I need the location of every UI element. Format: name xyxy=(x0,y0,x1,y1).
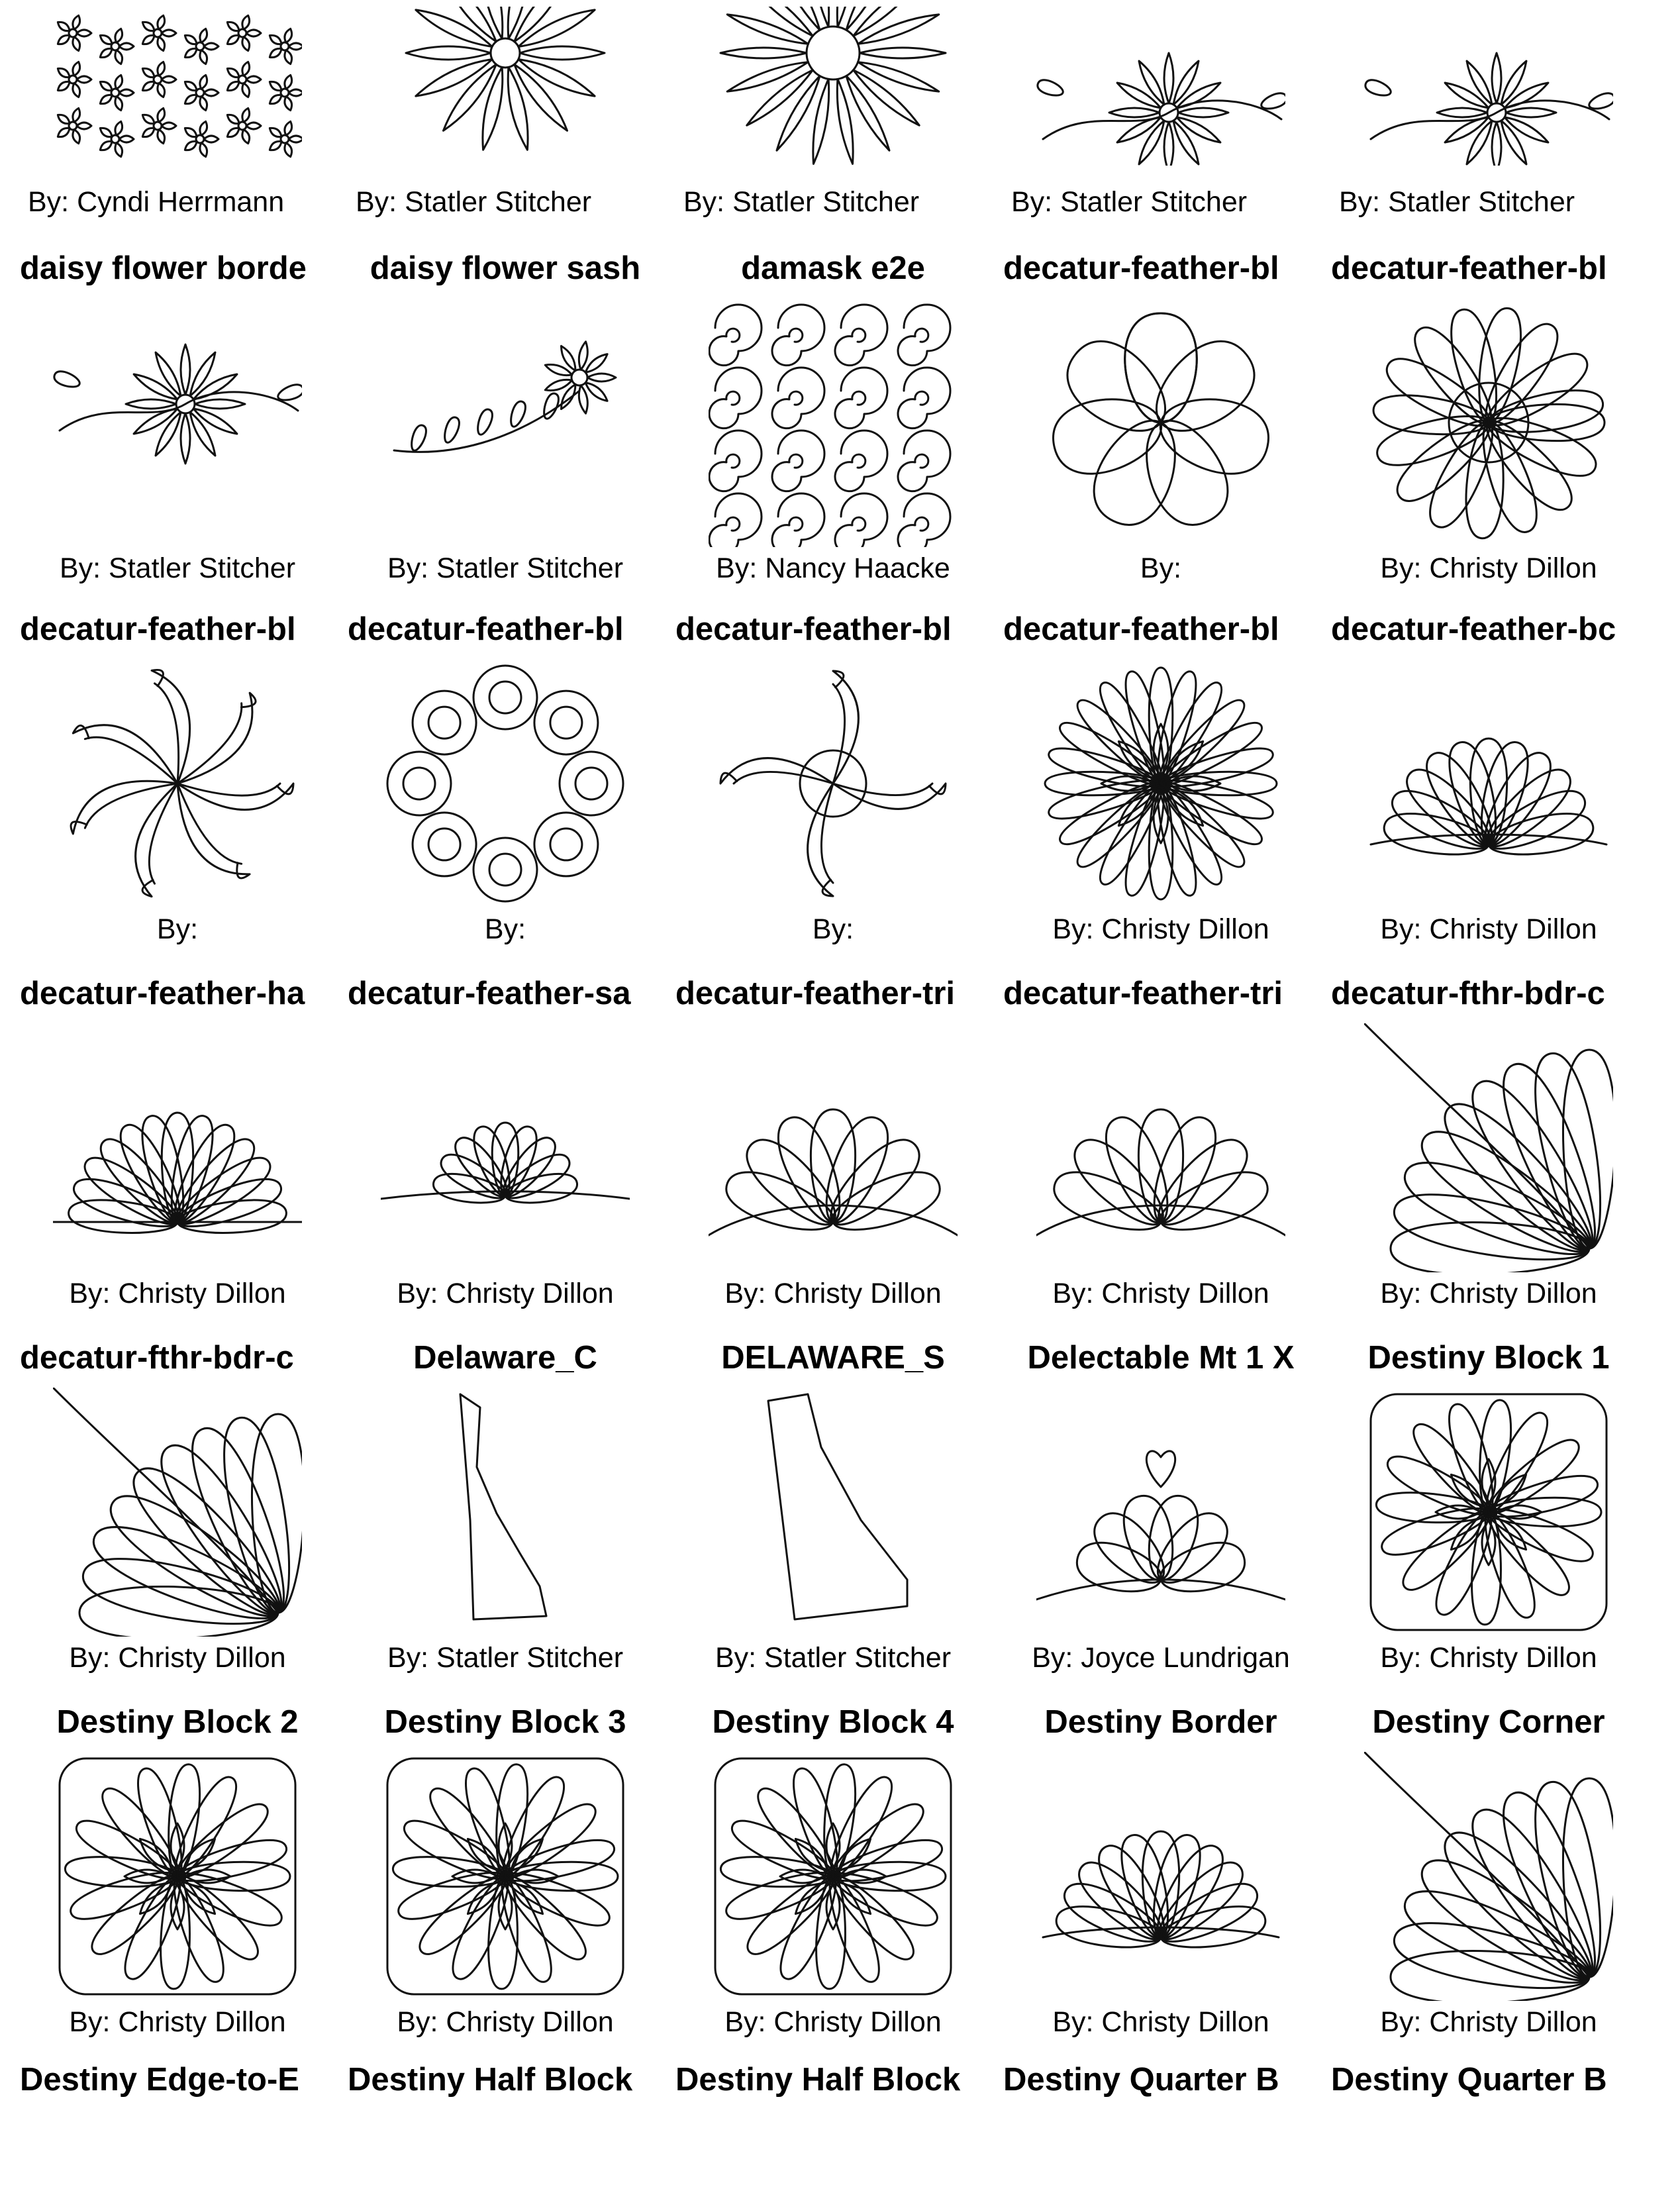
pattern-author: By: Christy Dillon xyxy=(69,2006,286,2038)
delaware-simple-icon[interactable] xyxy=(709,1388,958,1637)
pattern-title[interactable]: decatur-feather-bl xyxy=(1331,250,1607,286)
destiny-block-icon[interactable] xyxy=(1364,1388,1613,1637)
pattern-author: By: Statler Stitcher xyxy=(387,1642,624,1674)
pattern-author: By: Christy Dillon xyxy=(1380,1278,1597,1309)
pattern-card[interactable] xyxy=(1331,1335,1646,1686)
pattern-author: By: Christy Dillon xyxy=(724,2006,942,2038)
pattern-title[interactable]: decatur-feather-ha xyxy=(20,976,305,1011)
pattern-author: By: Christy Dillon xyxy=(1380,552,1597,584)
feather-corner-icon[interactable] xyxy=(1364,1752,1613,2001)
pattern-author: By: Joyce Lundrigan xyxy=(1032,1642,1290,1674)
pattern-card[interactable] xyxy=(348,2057,663,2182)
pattern-title[interactable]: decatur-feather-bc xyxy=(1331,611,1616,647)
floral-allover-icon xyxy=(53,7,302,166)
pattern-author: By: Christy Dillon xyxy=(1052,2006,1269,2038)
pattern-author: By: Christy Dillon xyxy=(397,1278,614,1309)
pattern-title[interactable]: Destiny Quarter B xyxy=(1331,2062,1607,2098)
pattern-author: By: Christy Dillon xyxy=(397,2006,614,2038)
pattern-card[interactable] xyxy=(1331,606,1646,957)
pattern-author: By: Christy Dillon xyxy=(1052,1278,1269,1309)
pattern-title[interactable]: decatur-fthr-bdr-c xyxy=(20,1340,294,1376)
leaf-vine-daisy-icon[interactable] xyxy=(381,298,630,547)
pattern-card[interactable] xyxy=(348,245,663,596)
feather-border-icon[interactable] xyxy=(1364,2109,1613,2182)
pattern-card[interactable] xyxy=(20,2057,335,2182)
pattern-card[interactable] xyxy=(1003,970,1318,1321)
daisy-vine-icon xyxy=(1364,7,1613,166)
pattern-author: By: xyxy=(812,913,854,945)
pattern-catalog-grid xyxy=(20,0,1662,2185)
pattern-card[interactable] xyxy=(20,606,335,957)
feather-border-icon[interactable] xyxy=(1036,1752,1285,2001)
curl-knot-icon[interactable] xyxy=(709,659,958,908)
pattern-author: By: Christy Dillon xyxy=(724,1278,942,1309)
pattern-author: By: xyxy=(1140,552,1182,584)
pattern-author: By: Nancy Haacke xyxy=(716,552,950,584)
pattern-card[interactable] xyxy=(1331,245,1646,596)
pattern-title[interactable]: Destiny Corner xyxy=(1372,1704,1605,1740)
pattern-card[interactable] xyxy=(1003,1335,1318,1686)
feather-triangle-icon[interactable] xyxy=(709,1023,958,1272)
pattern-card[interactable] xyxy=(1331,0,1646,225)
four-petal-feather-icon[interactable] xyxy=(1036,298,1285,547)
pattern-card[interactable] xyxy=(20,970,335,1321)
pattern-author: By: xyxy=(156,913,199,945)
pattern-card[interactable] xyxy=(675,245,991,596)
pattern-author: By: Christy Dillon xyxy=(69,1278,286,1309)
pattern-author: By: Statler Stitcher xyxy=(387,552,624,584)
pattern-title[interactable]: damask e2e xyxy=(741,250,925,286)
destiny-block-icon[interactable] xyxy=(709,1752,958,2001)
pattern-title[interactable]: Destiny Half Block xyxy=(348,2062,633,2098)
damask-swirl-icon[interactable] xyxy=(709,298,958,547)
feather-border-icon[interactable] xyxy=(1364,659,1613,908)
pattern-title[interactable]: decatur-feather-bl xyxy=(1003,250,1279,286)
heart-fan-icon[interactable] xyxy=(1036,1388,1285,1637)
pattern-card[interactable] xyxy=(20,1335,335,1686)
feather-triangle-icon[interactable] xyxy=(1036,1023,1285,1272)
pattern-card[interactable] xyxy=(675,2057,991,2182)
pattern-card[interactable] xyxy=(675,970,991,1321)
pattern-title[interactable]: Delaware_C xyxy=(413,1340,597,1376)
pattern-author: By: Cyndi Herrmann xyxy=(28,186,285,218)
pattern-card[interactable] xyxy=(1331,1699,1646,2050)
pattern-title[interactable]: Delectable Mt 1 X xyxy=(1027,1340,1295,1376)
pattern-author: By: Statler Stitcher xyxy=(1011,186,1248,218)
pattern-author: By: Christy Dillon xyxy=(1380,913,1597,945)
pattern-author: By: xyxy=(484,913,526,945)
pattern-author: By: Statler Stitcher xyxy=(1339,186,1575,218)
pattern-card[interactable] xyxy=(675,606,991,957)
pattern-card[interactable] xyxy=(348,1699,663,2050)
pattern-card[interactable] xyxy=(1003,1699,1318,2050)
pattern-title[interactable]: decatur-feather-bl xyxy=(1003,611,1279,647)
feather-block-icon[interactable] xyxy=(1364,298,1613,547)
feather-wreath-icon[interactable] xyxy=(381,659,630,908)
pattern-title[interactable]: decatur-feather-tri xyxy=(675,976,956,1011)
pattern-author: By: Christy Dillon xyxy=(1052,913,1269,945)
pattern-title[interactable]: daisy flower borde xyxy=(20,250,307,286)
pattern-title[interactable]: daisy flower sash xyxy=(370,250,641,286)
daisy-vine-icon[interactable] xyxy=(53,298,302,547)
pattern-title[interactable]: decatur-feather-bl xyxy=(20,611,296,647)
pattern-title[interactable]: DELAWARE_S xyxy=(721,1340,945,1376)
pattern-card[interactable] xyxy=(1003,606,1318,957)
daisy-vine-icon xyxy=(1036,7,1285,166)
feather-sash-icon[interactable] xyxy=(381,1023,630,1272)
pattern-title[interactable]: decatur-feather-sa xyxy=(348,976,631,1011)
pattern-title[interactable]: Destiny Border xyxy=(1044,1704,1277,1740)
feather-border-icon[interactable] xyxy=(1036,2109,1285,2182)
feather-corner-icon[interactable] xyxy=(1364,1023,1613,1272)
feather-corner-icon[interactable] xyxy=(53,1388,302,1637)
pattern-title[interactable]: decatur-fthr-bdr-c xyxy=(1331,976,1605,1011)
pattern-card[interactable] xyxy=(1003,245,1318,596)
pattern-card[interactable] xyxy=(348,606,663,957)
pattern-author: By: Statler Stitcher xyxy=(683,186,920,218)
pattern-title[interactable]: Destiny Block 3 xyxy=(384,1704,626,1740)
pattern-card[interactable] xyxy=(1331,970,1646,1321)
pattern-card[interactable] xyxy=(348,0,663,225)
pattern-card[interactable] xyxy=(20,1699,335,2050)
pattern-card[interactable] xyxy=(675,1699,991,2050)
pattern-card[interactable] xyxy=(348,970,663,1321)
pattern-card[interactable] xyxy=(1003,2057,1318,2182)
delaware-outline-icon[interactable] xyxy=(381,1388,630,1637)
pattern-author: By: Christy Dillon xyxy=(1380,1642,1597,1674)
pattern-card[interactable] xyxy=(1331,2057,1646,2182)
pattern-card[interactable] xyxy=(20,245,335,596)
pattern-title[interactable]: Destiny Block 1 xyxy=(1367,1340,1610,1376)
pattern-author: By: Statler Stitcher xyxy=(715,1642,952,1674)
feather-half-icon[interactable] xyxy=(53,1023,302,1272)
pattern-author: By: Statler Stitcher xyxy=(59,552,296,584)
destiny-block-icon[interactable] xyxy=(381,1752,630,2001)
pattern-title[interactable]: decatur-feather-tri xyxy=(1003,976,1283,1011)
pattern-card[interactable] xyxy=(348,1335,663,1686)
pattern-title[interactable]: decatur-feather-bl xyxy=(675,611,952,647)
pattern-card[interactable] xyxy=(675,0,991,225)
pinwheel-feather-icon[interactable] xyxy=(53,659,302,908)
pattern-card[interactable] xyxy=(675,1335,991,1686)
pattern-title[interactable]: Destiny Quarter B xyxy=(1003,2062,1279,2098)
pattern-title[interactable]: decatur-feather-bl xyxy=(348,611,624,647)
pattern-author: By: Christy Dillon xyxy=(1380,2006,1597,2038)
daisy-icon xyxy=(381,7,630,166)
pattern-author: By: Christy Dillon xyxy=(69,1642,286,1674)
pattern-title[interactable]: Destiny Block 4 xyxy=(712,1704,954,1740)
pattern-card[interactable] xyxy=(20,0,335,225)
pattern-card[interactable] xyxy=(1003,0,1318,225)
destiny-block-icon[interactable] xyxy=(53,1752,302,2001)
pattern-title[interactable]: Destiny Block 2 xyxy=(56,1704,299,1740)
feather-medallion-icon[interactable] xyxy=(1036,659,1285,908)
sunburst-daisy-icon xyxy=(709,7,958,166)
pattern-title[interactable]: Destiny Half Block xyxy=(675,2062,961,2098)
pattern-author: By: Statler Stitcher xyxy=(356,186,592,218)
pattern-title[interactable]: Destiny Edge-to-E xyxy=(20,2062,299,2098)
